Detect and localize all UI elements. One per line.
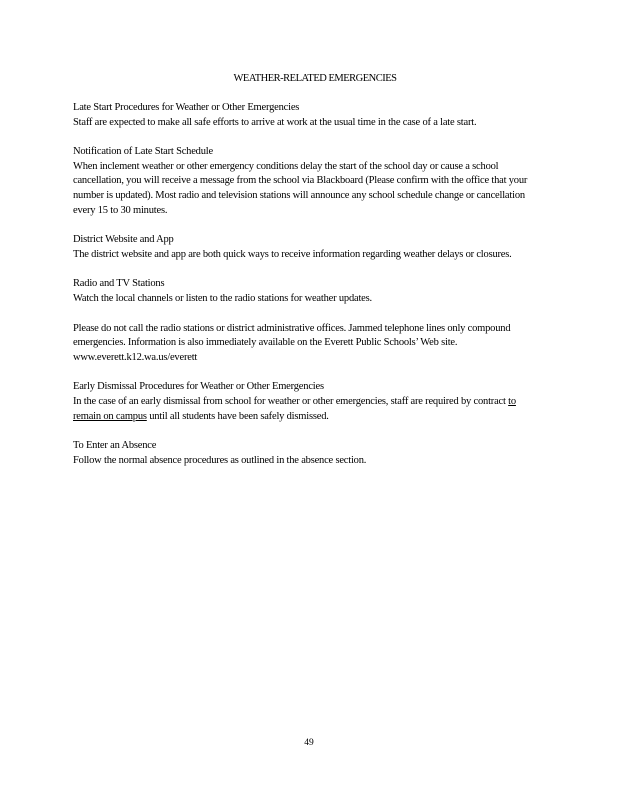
page-number: 49 [304,738,314,748]
section-body: Follow the normal absence procedures as outlined in the absence section. [73,454,367,466]
section-do-not-call [73,322,535,366]
section-late-start [73,101,535,130]
section-heading: District Website and App [73,234,174,246]
section-enter-absence [73,439,535,468]
section-heading: Notification of Late Start Schedule [73,146,213,158]
section-early-dismissal [73,380,535,424]
section-body: Please do not call the radio stations or district administrative offices. Jammed telephone lines only compound emergencies. Information is also immediately available on the Everett Public Schools’ Web site. www.everett.k12.wa.us/everett [73,322,511,363]
document-content [73,101,535,483]
section-district-website [73,233,535,262]
section-heading: Early Dismissal Procedures for Weather or Other Emergencies [73,381,324,393]
section-heading: Late Start Procedures for Weather or Other Emergencies [73,102,300,113]
section-body [73,395,535,424]
body-text: In the case of an early dismissal from school for weather or other emergencies, staff are required by contract [73,395,509,407]
section-body: Staff are expected to make all safe efforts to arrive at work at the usual time in the case of a late start. [73,116,477,128]
section-body: Watch the local channels or listen to the radio stations for weather updates. [73,292,372,304]
section-radio-tv [73,277,535,306]
body-text: until all students have been safely dismissed. [146,410,329,422]
underlined-text: to remain on campus [73,395,516,422]
page-title: WEATHER-RELATED EMERGENCIES [233,73,397,84]
section-notification [73,145,535,218]
section-body: The district website and app are both quick ways to receive information regarding weather delays or closures. [73,248,512,260]
section-heading: Radio and TV Stations [73,278,165,290]
section-body: When inclement weather or other emergency conditions delay the start of the school day or cause a school cancellation, you will receive a message from the school via Blackboard (Please confirm with the office that your number is updated). Most radio and television stations will announce any school schedule change or cancellation every 15 to 30 minutes. [73,160,528,216]
section-heading: To Enter an Absence [73,440,157,452]
